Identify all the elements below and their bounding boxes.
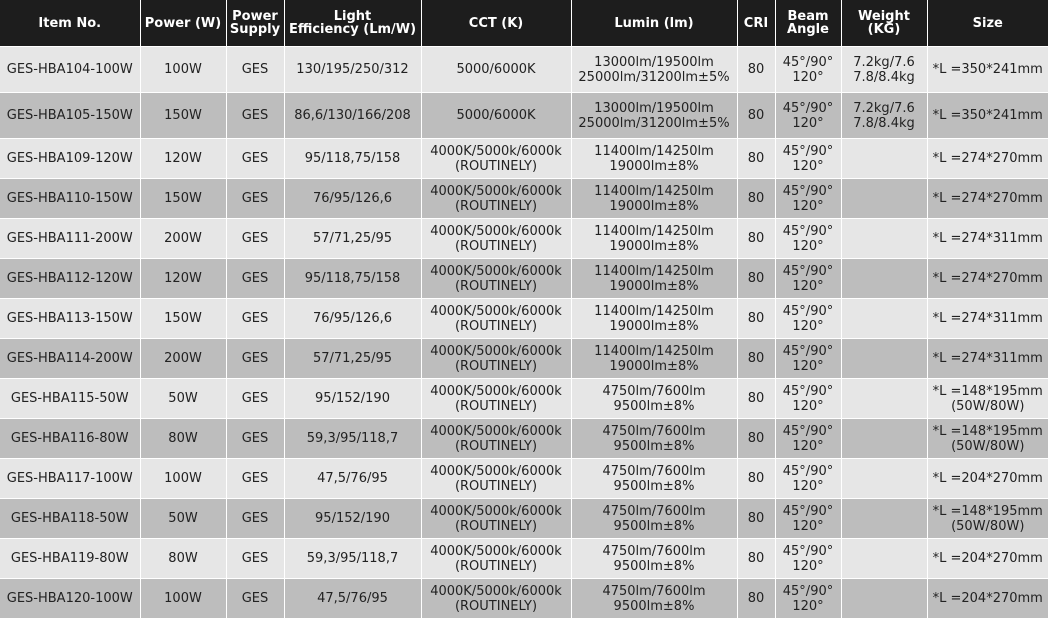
cell-cct xyxy=(421,579,571,618)
cell-lumin-line2: 9500lm±8% xyxy=(574,439,735,454)
cell-cri: 80 xyxy=(737,539,775,579)
cell-light-efficiency: 76/95/126,6 xyxy=(284,179,421,219)
cell-item-no: GES-HBA118-50W xyxy=(0,499,140,539)
cell-cri: 80 xyxy=(737,459,775,499)
cell-power-supply: GES xyxy=(226,93,284,139)
cell-lumin-line2: 19000lm±8% xyxy=(574,359,735,374)
cell-size xyxy=(927,499,1048,539)
cell-power: 50W xyxy=(140,379,226,419)
cell-beam-angle xyxy=(775,179,841,219)
cell-size-line1: *L =274*270mm xyxy=(930,151,1047,166)
cell-lumin-line2: 19000lm±8% xyxy=(574,199,735,214)
cell-cct xyxy=(421,499,571,539)
cell-lumin-line2: 19000lm±8% xyxy=(574,279,735,294)
cell-cri: 80 xyxy=(737,179,775,219)
cell-power-supply: GES xyxy=(226,339,284,379)
header-beam-angle xyxy=(775,0,841,47)
cell-light-efficiency: 57/71,25/95 xyxy=(284,339,421,379)
cell-power-supply: GES xyxy=(226,139,284,179)
cell-lumin xyxy=(571,499,737,539)
table-row xyxy=(0,339,1048,379)
cell-cri: 80 xyxy=(737,299,775,339)
cell-cct-line1: 4000K/5000k/6000k xyxy=(424,424,569,439)
cell-size-line1: *L =204*270mm xyxy=(930,471,1047,486)
cell-beam-angle xyxy=(775,419,841,459)
table-row xyxy=(0,579,1048,618)
cell-item-no: GES-HBA109-120W xyxy=(0,139,140,179)
cell-beam-angle-line1: 45°/90° xyxy=(778,264,839,279)
cell-beam-angle xyxy=(775,219,841,259)
cell-item-no: GES-HBA117-100W xyxy=(0,459,140,499)
cell-power: 80W xyxy=(140,419,226,459)
cell-beam-angle xyxy=(775,379,841,419)
cell-size-line1: *L =274*270mm xyxy=(930,271,1047,286)
cell-beam-angle-line2: 120° xyxy=(778,199,839,214)
cell-weight-line1: 7.2kg/7.6 xyxy=(844,101,925,116)
cell-cri: 80 xyxy=(737,139,775,179)
cell-beam-angle-line2: 120° xyxy=(778,439,839,454)
cell-beam-angle-line2: 120° xyxy=(778,559,839,574)
cell-lumin xyxy=(571,219,737,259)
cell-beam-angle-line1: 45°/90° xyxy=(778,304,839,319)
cell-size-line1: *L =148*195mm xyxy=(930,424,1047,439)
cell-power-supply: GES xyxy=(226,179,284,219)
cell-beam-angle-line1: 45°/90° xyxy=(778,55,839,70)
cell-lumin xyxy=(571,299,737,339)
header-light-efficiency xyxy=(284,0,421,47)
cell-beam-angle-line1: 45°/90° xyxy=(778,584,839,599)
cell-item-no: GES-HBA110-150W xyxy=(0,179,140,219)
cell-light-efficiency: 86,6/130/166/208 xyxy=(284,93,421,139)
cell-item-no: GES-HBA114-200W xyxy=(0,339,140,379)
cell-cct xyxy=(421,47,571,93)
cell-power-supply: GES xyxy=(226,539,284,579)
cell-cct-line1: 5000/6000K xyxy=(424,62,569,77)
cell-size xyxy=(927,47,1048,93)
cell-cct-line1: 4000K/5000k/6000k xyxy=(424,584,569,599)
cell-beam-angle xyxy=(775,459,841,499)
cell-weight-line2: 7.8/8.4kg xyxy=(844,70,925,85)
cell-power: 120W xyxy=(140,139,226,179)
cell-light-efficiency: 57/71,25/95 xyxy=(284,219,421,259)
cell-lumin xyxy=(571,339,737,379)
cell-cct-line2: (ROUTINELY) xyxy=(424,199,569,214)
cell-size xyxy=(927,179,1048,219)
cell-lumin-line1: 4750lm/7600lm xyxy=(574,584,735,599)
cell-beam-angle xyxy=(775,299,841,339)
cell-weight xyxy=(841,47,927,93)
header-weight-line2: (KG) xyxy=(844,23,925,36)
table-row xyxy=(0,93,1048,139)
cell-item-no: GES-HBA104-100W xyxy=(0,47,140,93)
cell-weight-line1: 7.2kg/7.6 xyxy=(844,55,925,70)
cell-lumin-line1: 4750lm/7600lm xyxy=(574,424,735,439)
cell-size xyxy=(927,93,1048,139)
cell-power-supply: GES xyxy=(226,47,284,93)
cell-item-no: GES-HBA111-200W xyxy=(0,219,140,259)
cell-size xyxy=(927,419,1048,459)
cell-lumin-line1: 11400lm/14250lm xyxy=(574,144,735,159)
cell-cct-line1: 4000K/5000k/6000k xyxy=(424,224,569,239)
cell-cct-line2: (ROUTINELY) xyxy=(424,159,569,174)
cell-beam-angle-line2: 120° xyxy=(778,399,839,414)
cell-lumin-line2: 9500lm±8% xyxy=(574,519,735,534)
cell-cri: 80 xyxy=(737,499,775,539)
cell-beam-angle-line1: 45°/90° xyxy=(778,344,839,359)
cell-cct-line1: 4000K/5000k/6000k xyxy=(424,344,569,359)
cell-lumin-line1: 13000lm/19500lm xyxy=(574,55,735,70)
cell-item-no: GES-HBA120-100W xyxy=(0,579,140,618)
cell-cct-line1: 4000K/5000k/6000k xyxy=(424,144,569,159)
cell-cri: 80 xyxy=(737,579,775,618)
cell-lumin-line1: 4750lm/7600lm xyxy=(574,544,735,559)
cell-weight xyxy=(841,139,927,179)
cell-cct-line1: 4000K/5000k/6000k xyxy=(424,504,569,519)
cell-lumin-line2: 9500lm±8% xyxy=(574,599,735,614)
table-row xyxy=(0,499,1048,539)
cell-weight xyxy=(841,219,927,259)
cell-power-supply: GES xyxy=(226,379,284,419)
cell-power: 80W xyxy=(140,539,226,579)
cell-size-line1: *L =204*270mm xyxy=(930,551,1047,566)
cell-beam-angle-line1: 45°/90° xyxy=(778,544,839,559)
cell-lumin-line1: 11400lm/14250lm xyxy=(574,184,735,199)
cell-lumin-line1: 11400lm/14250lm xyxy=(574,264,735,279)
table-row xyxy=(0,259,1048,299)
header-cri: CRI xyxy=(737,0,775,47)
cell-beam-angle-line2: 120° xyxy=(778,116,839,131)
cell-size xyxy=(927,219,1048,259)
cell-power-supply: GES xyxy=(226,579,284,618)
cell-cct-line2: (ROUTINELY) xyxy=(424,519,569,534)
cell-size-line1: *L =274*311mm xyxy=(930,311,1047,326)
table-row xyxy=(0,47,1048,93)
header-power-supply xyxy=(226,0,284,47)
cell-power-supply: GES xyxy=(226,299,284,339)
cell-lumin xyxy=(571,179,737,219)
cell-cri: 80 xyxy=(737,219,775,259)
cell-cct-line2: (ROUTINELY) xyxy=(424,599,569,614)
cell-power: 100W xyxy=(140,579,226,618)
cell-lumin xyxy=(571,379,737,419)
cell-cct-line2: (ROUTINELY) xyxy=(424,239,569,254)
cell-weight xyxy=(841,539,927,579)
cell-lumin xyxy=(571,419,737,459)
table-row xyxy=(0,139,1048,179)
cell-power: 100W xyxy=(140,459,226,499)
cell-beam-angle xyxy=(775,579,841,618)
cell-weight-line2: 7.8/8.4kg xyxy=(844,116,925,131)
cell-size-line1: *L =204*270mm xyxy=(930,591,1047,606)
header-light-efficiency-line1: Light xyxy=(287,10,419,23)
cell-weight xyxy=(841,419,927,459)
cell-cct-line1: 4000K/5000k/6000k xyxy=(424,184,569,199)
cell-light-efficiency: 95/118,75/158 xyxy=(284,259,421,299)
header-power-supply-line2: Supply xyxy=(229,23,282,36)
cell-lumin-line2: 19000lm±8% xyxy=(574,319,735,334)
cell-power: 150W xyxy=(140,179,226,219)
cell-size xyxy=(927,139,1048,179)
cell-cct-line1: 4000K/5000k/6000k xyxy=(424,304,569,319)
cell-size xyxy=(927,299,1048,339)
cell-power-supply: GES xyxy=(226,419,284,459)
cell-lumin-line2: 9500lm±8% xyxy=(574,399,735,414)
cell-cri: 80 xyxy=(737,259,775,299)
cell-cct-line2: (ROUTINELY) xyxy=(424,439,569,454)
cell-cct xyxy=(421,419,571,459)
header-power-supply-line1: Power xyxy=(229,10,282,23)
cell-size xyxy=(927,459,1048,499)
cell-cri: 80 xyxy=(737,379,775,419)
cell-power: 100W xyxy=(140,47,226,93)
cell-weight xyxy=(841,459,927,499)
cell-beam-angle-line2: 120° xyxy=(778,239,839,254)
cell-light-efficiency: 47,5/76/95 xyxy=(284,579,421,618)
cell-lumin-line2: 25000lm/31200lm±5% xyxy=(574,70,735,85)
table-row xyxy=(0,459,1048,499)
cell-lumin xyxy=(571,539,737,579)
cell-beam-angle xyxy=(775,47,841,93)
cell-cct xyxy=(421,219,571,259)
cell-size-line1: *L =350*241mm xyxy=(930,108,1047,123)
cell-cct xyxy=(421,539,571,579)
table-row xyxy=(0,539,1048,579)
header-weight xyxy=(841,0,927,47)
header-weight-line1: Weight xyxy=(844,10,925,23)
header-beam-angle-line1: Beam xyxy=(778,10,839,23)
cell-power: 150W xyxy=(140,93,226,139)
cell-size-line1: *L =148*195mm xyxy=(930,504,1047,519)
cell-cct-line1: 4000K/5000k/6000k xyxy=(424,544,569,559)
cell-lumin xyxy=(571,579,737,618)
cell-beam-angle-line2: 120° xyxy=(778,279,839,294)
cell-beam-angle-line1: 45°/90° xyxy=(778,504,839,519)
cell-light-efficiency: 59,3/95/118,7 xyxy=(284,419,421,459)
cell-beam-angle-line2: 120° xyxy=(778,599,839,614)
cell-beam-angle-line2: 120° xyxy=(778,70,839,85)
cell-lumin-line1: 11400lm/14250lm xyxy=(574,344,735,359)
cell-cct xyxy=(421,299,571,339)
cell-beam-angle xyxy=(775,339,841,379)
cell-size xyxy=(927,579,1048,618)
cell-item-no: GES-HBA112-120W xyxy=(0,259,140,299)
header-light-efficiency-line2: Efficiency (Lm/W) xyxy=(287,23,419,36)
cell-beam-angle-line2: 120° xyxy=(778,359,839,374)
cell-beam-angle-line1: 45°/90° xyxy=(778,101,839,116)
cell-size-line1: *L =148*195mm xyxy=(930,384,1047,399)
header-beam-angle-line2: Angle xyxy=(778,23,839,36)
cell-beam-angle-line1: 45°/90° xyxy=(778,144,839,159)
cell-power: 150W xyxy=(140,299,226,339)
cell-lumin-line1: 13000lm/19500lm xyxy=(574,101,735,116)
cell-lumin-line1: 4750lm/7600lm xyxy=(574,464,735,479)
cell-lumin-line2: 25000lm/31200lm±5% xyxy=(574,116,735,131)
cell-lumin xyxy=(571,139,737,179)
cell-cct xyxy=(421,259,571,299)
cell-lumin xyxy=(571,47,737,93)
cell-weight xyxy=(841,499,927,539)
cell-light-efficiency: 95/152/190 xyxy=(284,379,421,419)
cell-beam-angle-line2: 120° xyxy=(778,319,839,334)
cell-cct-line2: (ROUTINELY) xyxy=(424,479,569,494)
cell-cct xyxy=(421,139,571,179)
cell-cct-line1: 4000K/5000k/6000k xyxy=(424,264,569,279)
cell-weight xyxy=(841,299,927,339)
cell-cct xyxy=(421,379,571,419)
cell-power-supply: GES xyxy=(226,459,284,499)
cell-beam-angle xyxy=(775,139,841,179)
cell-lumin-line1: 4750lm/7600lm xyxy=(574,504,735,519)
cell-size-line2: (50W/80W) xyxy=(930,519,1047,534)
table-row xyxy=(0,299,1048,339)
table-row xyxy=(0,179,1048,219)
cell-cct-line1: 4000K/5000k/6000k xyxy=(424,464,569,479)
cell-light-efficiency: 95/118,75/158 xyxy=(284,139,421,179)
cell-weight xyxy=(841,579,927,618)
header-cct: CCT (K) xyxy=(421,0,571,47)
cell-power-supply: GES xyxy=(226,499,284,539)
cell-item-no: GES-HBA116-80W xyxy=(0,419,140,459)
cell-power: 200W xyxy=(140,219,226,259)
cell-size xyxy=(927,259,1048,299)
cell-item-no: GES-HBA119-80W xyxy=(0,539,140,579)
cell-cct xyxy=(421,339,571,379)
cell-cct-line2: (ROUTINELY) xyxy=(424,559,569,574)
cell-lumin xyxy=(571,459,737,499)
cell-light-efficiency: 59,3/95/118,7 xyxy=(284,539,421,579)
cell-cct xyxy=(421,459,571,499)
cell-weight xyxy=(841,93,927,139)
cell-cct-line1: 4000K/5000k/6000k xyxy=(424,384,569,399)
cell-beam-angle-line2: 120° xyxy=(778,479,839,494)
cell-cri: 80 xyxy=(737,47,775,93)
cell-weight xyxy=(841,179,927,219)
cell-size-line2: (50W/80W) xyxy=(930,399,1047,414)
table-body xyxy=(0,47,1048,618)
cell-beam-angle-line1: 45°/90° xyxy=(778,184,839,199)
cell-weight xyxy=(841,259,927,299)
table-row xyxy=(0,219,1048,259)
cell-power: 50W xyxy=(140,499,226,539)
cell-light-efficiency: 130/195/250/312 xyxy=(284,47,421,93)
cell-cri: 80 xyxy=(737,339,775,379)
cell-cct-line1: 5000/6000K xyxy=(424,108,569,123)
cell-light-efficiency: 76/95/126,6 xyxy=(284,299,421,339)
cell-lumin-line1: 4750lm/7600lm xyxy=(574,384,735,399)
cell-beam-angle-line2: 120° xyxy=(778,159,839,174)
header-lumin: Lumin (lm) xyxy=(571,0,737,47)
cell-size-line1: *L =274*311mm xyxy=(930,231,1047,246)
cell-beam-angle xyxy=(775,93,841,139)
cell-power-supply: GES xyxy=(226,259,284,299)
cell-beam-angle xyxy=(775,539,841,579)
cell-light-efficiency: 95/152/190 xyxy=(284,499,421,539)
table-row xyxy=(0,379,1048,419)
cell-size xyxy=(927,539,1048,579)
cell-lumin-line2: 9500lm±8% xyxy=(574,559,735,574)
cell-lumin xyxy=(571,259,737,299)
header-power: Power (W) xyxy=(140,0,226,47)
cell-power-supply: GES xyxy=(226,219,284,259)
cell-beam-angle-line1: 45°/90° xyxy=(778,384,839,399)
cell-size-line1: *L =350*241mm xyxy=(930,62,1047,77)
table-row xyxy=(0,419,1048,459)
cell-beam-angle xyxy=(775,499,841,539)
cell-cct-line2: (ROUTINELY) xyxy=(424,399,569,414)
cell-lumin-line1: 11400lm/14250lm xyxy=(574,304,735,319)
cell-beam-angle-line1: 45°/90° xyxy=(778,464,839,479)
cell-weight xyxy=(841,339,927,379)
cell-cct-line2: (ROUTINELY) xyxy=(424,319,569,334)
cell-beam-angle-line1: 45°/90° xyxy=(778,224,839,239)
cell-cri: 80 xyxy=(737,419,775,459)
cell-light-efficiency: 47,5/76/95 xyxy=(284,459,421,499)
header-item-no: Item No. xyxy=(0,0,140,47)
cell-size-line1: *L =274*311mm xyxy=(930,351,1047,366)
cell-item-no: GES-HBA105-150W xyxy=(0,93,140,139)
cell-beam-angle-line1: 45°/90° xyxy=(778,424,839,439)
cell-size-line2: (50W/80W) xyxy=(930,439,1047,454)
cell-size-line1: *L =274*270mm xyxy=(930,191,1047,206)
cell-cct xyxy=(421,179,571,219)
cell-cri: 80 xyxy=(737,93,775,139)
cell-power: 120W xyxy=(140,259,226,299)
cell-lumin-line2: 9500lm±8% xyxy=(574,479,735,494)
cell-item-no: GES-HBA113-150W xyxy=(0,299,140,339)
cell-lumin-line2: 19000lm±8% xyxy=(574,239,735,254)
cell-cct xyxy=(421,93,571,139)
cell-lumin xyxy=(571,93,737,139)
cell-weight xyxy=(841,379,927,419)
cell-lumin-line1: 11400lm/14250lm xyxy=(574,224,735,239)
cell-cct-line2: (ROUTINELY) xyxy=(424,279,569,294)
cell-power: 200W xyxy=(140,339,226,379)
header-row xyxy=(0,0,1048,47)
cell-size xyxy=(927,379,1048,419)
cell-cct-line2: (ROUTINELY) xyxy=(424,359,569,374)
cell-beam-angle xyxy=(775,259,841,299)
header-size: Size xyxy=(927,0,1048,47)
cell-lumin-line2: 19000lm±8% xyxy=(574,159,735,174)
cell-beam-angle-line2: 120° xyxy=(778,519,839,534)
cell-size xyxy=(927,339,1048,379)
cell-item-no: GES-HBA115-50W xyxy=(0,379,140,419)
